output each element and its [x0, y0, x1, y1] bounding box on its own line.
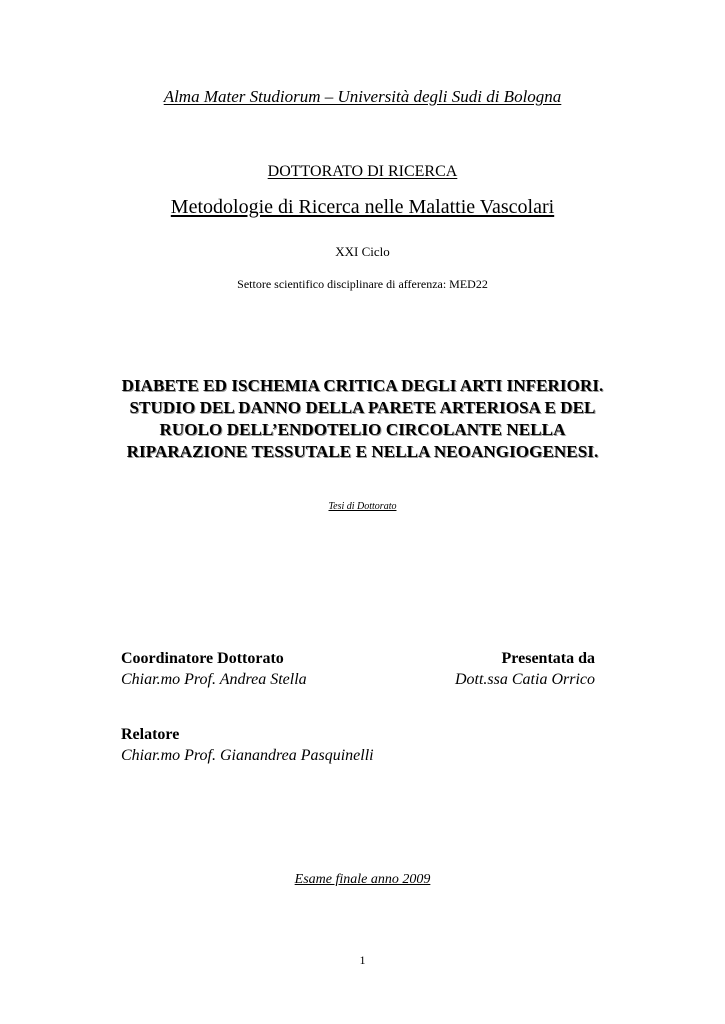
advisor-block	[121, 724, 374, 766]
university-name: Alma Mater Studiorum – Università degli Sudi di Bologna	[163, 87, 562, 106]
cycle: XXI Ciclo	[335, 244, 390, 259]
presenter-role: Presentata da	[501, 650, 595, 667]
coordinator-role: Coordinatore Dottorato	[121, 650, 284, 667]
thesis-title-line: DIABETE ED ISCHEMIA CRITICA DEGLI ARTI INFERIORI.	[121, 376, 604, 395]
presenter-name: Dott.ssa Catia Orrico	[454, 671, 595, 688]
thesis-title-line: RIPARAZIONE TESSUTALE E NELLA NEOANGIOGENESI.	[126, 442, 599, 461]
thesis-type: Tesi di Dottorato	[328, 501, 397, 512]
presenter-block	[455, 648, 595, 690]
thesis-title-line: STUDIO DEL DANNO DELLA PARETE ARTERIOSA E DEL	[129, 398, 596, 417]
thesis-title	[0, 375, 725, 463]
thesis-title-line: RUOLO DELL’ENDOTELIO CIRCOLANTE NELLA	[159, 420, 566, 439]
coordinator-block	[121, 648, 307, 690]
advisor-role: Relatore	[121, 726, 180, 743]
program-title: Metodologie di Ricerca nelle Malattie Vascolari	[170, 196, 555, 218]
advisor-name: Chiar.mo Prof. Gianandrea Pasquinelli	[121, 747, 374, 764]
final-exam: Esame finale anno 2009	[294, 872, 431, 887]
page-number: 1	[359, 953, 366, 967]
coordinator-name: Chiar.mo Prof. Andrea Stella	[121, 671, 307, 688]
scientific-sector: Settore scientifico disciplinare di afferenza: MED22	[237, 277, 488, 291]
program-label: DOTTORATO DI RICERCA	[267, 163, 458, 180]
